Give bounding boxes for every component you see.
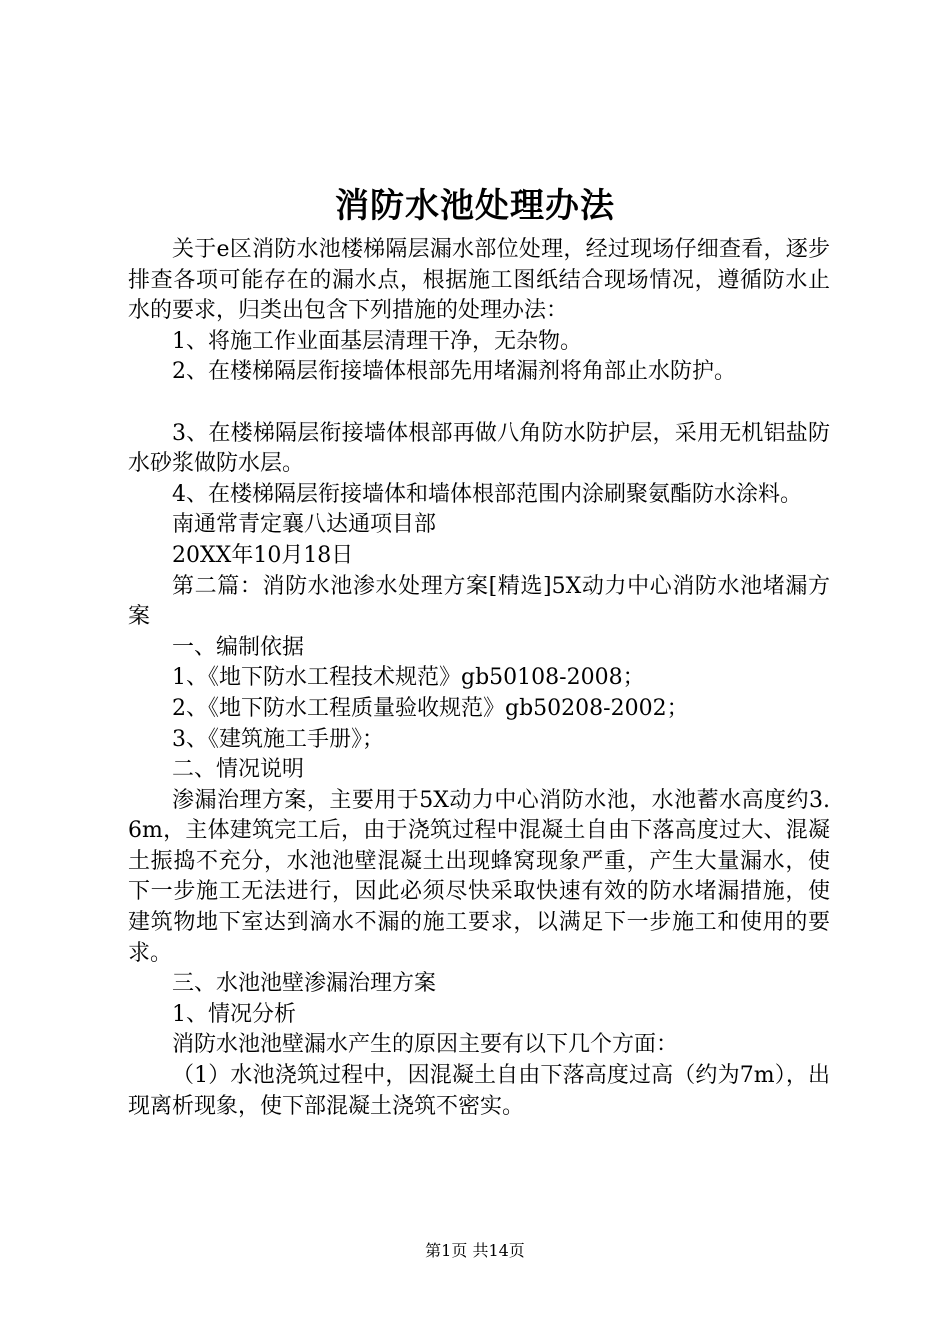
paragraph-step-1: 1、将施工作业面基层清理干净，无杂物。 xyxy=(172,328,582,354)
paragraph-step-3: 3、在楼梯隔层衔接墙体根部再做八角防水防护层，采用无机铝盐防水砂浆做防水层。 xyxy=(128,420,830,477)
paragraph-analysis: 消防水池池壁漏水产生的原因主要有以下几个方面： xyxy=(172,1032,679,1058)
paragraph-basis-2: 2、《地下防水工程质量验收规范》gb50208-2002； xyxy=(172,695,689,721)
paragraph-step-2: 2、在楼梯隔层衔接墙体根部先用堵漏剂将角部止水防护。 xyxy=(172,359,736,385)
section-heading-basis: 一、编制依据 xyxy=(172,634,305,660)
section-heading-situation: 二、情况说明 xyxy=(172,757,305,783)
blank-line xyxy=(128,388,830,419)
paragraph-basis-3: 3、《建筑施工手册》； xyxy=(172,726,384,752)
document-title: 消防水池处理办法 xyxy=(335,186,615,226)
page-number: 第1页 共14页 xyxy=(425,1241,525,1260)
paragraph-organization: 南通常青定襄八达通项目部 xyxy=(172,512,437,538)
paragraph-step-4: 4、在楼梯隔层衔接墙体和墙体根部范围内涂刷聚氨酯防水涂料。 xyxy=(172,481,802,507)
subsection-heading-analysis: 1、情况分析 xyxy=(172,1001,296,1027)
paragraph-second-title: 第二篇：消防水池渗水处理方案[精选]5X动力中心消防水池堵漏方案 xyxy=(128,573,830,630)
paragraph-basis-1: 1、《地下防水工程技术规范》gb50108-2008； xyxy=(172,665,645,691)
paragraph-situation: 渗漏治理方案，主要用于5X动力中心消防水池，水池蓄水高度约3.6m，主体建筑完工后，由于浇筑过程中混凝土自由下落高度过大、混凝土振捣不充分，水池池壁混凝土出现蜂窝现象严重，产生大量漏水，使下一步施工无法进行，因此必须尽快采取快速有效的防水堵漏措施，使建筑物地下室达到滴水不漏的施工要求，以满足下一步施工和使用的要求。 xyxy=(128,787,830,966)
paragraph-date: 20XX年10月18日 xyxy=(172,542,354,568)
paragraph-cause-1: （1）水池浇筑过程中，因混凝土自由下落高度过高（约为7m），出现离析现象，使下部混凝土浇筑不密实。 xyxy=(128,1063,830,1119)
document-body xyxy=(128,235,830,1122)
section-heading-plan: 三、水池池壁渗漏治理方案 xyxy=(172,971,437,997)
paragraph-intro: 关于e区消防水池楼梯隔层漏水部位处理，经过现场仔细查看，逐步排查各项可能存在的漏水点，根据施工图纸结合现场情况，遵循防水止水的要求，归类出包含下列措施的处理办法： xyxy=(128,237,830,324)
